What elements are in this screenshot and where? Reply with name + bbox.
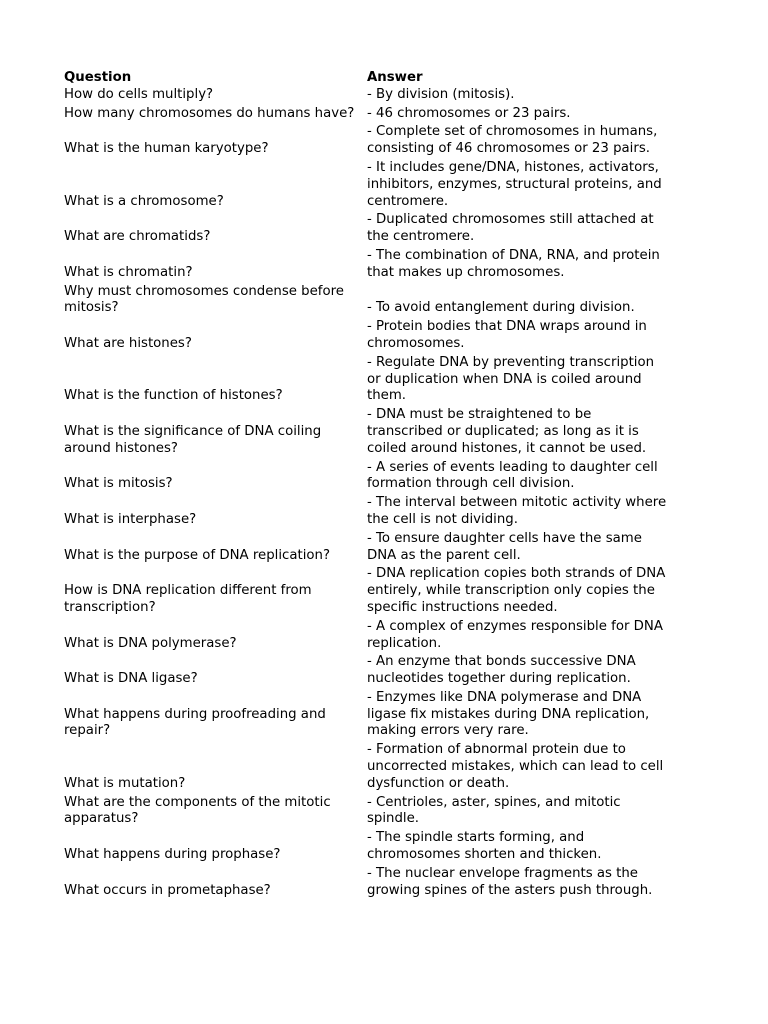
question-cell: What is DNA ligase? xyxy=(64,671,198,687)
answer-cell: - By division (mitosis). xyxy=(367,86,515,102)
question-cell: What is mutation? xyxy=(64,775,186,791)
question-cell: What are chromatids? xyxy=(64,229,211,245)
answer-cell: - A complex of enzymes responsible for DNA replication. xyxy=(367,618,663,651)
table-row xyxy=(64,495,704,529)
question-cell: How is DNA replication different from transcription? xyxy=(64,583,312,615)
table-row xyxy=(64,124,704,158)
answer-cell: - Protein bodies that DNA wraps around in chromosomes. xyxy=(367,319,647,351)
table-row xyxy=(64,87,704,104)
answer-cell: - Enzymes like DNA polymerase and DNA ligase fix mistakes during DNA replication, making errors very rare. xyxy=(367,689,650,739)
answer-cell: - The interval between mitotic activity where the cell is not dividing. xyxy=(367,495,667,527)
table-row xyxy=(64,742,704,792)
answer-cell: - 46 chromosomes or 23 pairs. xyxy=(367,105,571,121)
answer-cell: - Complete set of chromosomes in humans, consisting of 46 chromosomes or 23 pairs. xyxy=(367,124,658,157)
answer-cell: - The combination of DNA, RNA, and protein that makes up chromosomes. xyxy=(367,247,660,280)
question-cell: What happens during prophase? xyxy=(64,847,281,863)
answer-cell: - Regulate DNA by preventing transcription or duplication when DNA is coiled around them. xyxy=(367,354,655,404)
question-cell: What is the significance of DNA coiling around histones? xyxy=(64,423,322,456)
table-row xyxy=(64,795,704,829)
table-row xyxy=(64,830,704,864)
table-row xyxy=(64,566,704,616)
answer-cell: - To ensure daughter cells have the same DNA as the parent cell. xyxy=(367,530,642,563)
table-row xyxy=(64,355,704,405)
question-cell: What is chromatin? xyxy=(64,264,193,280)
answer-cell: - The spindle starts forming, and chromosomes shorten and thicken. xyxy=(367,830,602,863)
table-row xyxy=(64,284,704,318)
table-row xyxy=(64,407,704,457)
answer-cell: - A series of events leading to daughter cell formation through cell division. xyxy=(367,459,658,492)
question-cell: What is a chromosome? xyxy=(64,193,224,209)
question-cell: Why must chromosomes condense before mitosis? xyxy=(64,283,344,316)
question-cell: What is interphase? xyxy=(64,511,197,527)
question-cell: What is the human karyotype? xyxy=(64,141,269,157)
table-row xyxy=(64,690,704,740)
answer-cell: - To avoid entanglement during division. xyxy=(367,300,635,316)
answer-cell: - Centrioles, aster, spines, and mitotic spindle. xyxy=(367,794,621,827)
question-column-header: Question xyxy=(64,70,132,85)
answer-cell: - An enzyme that bonds successive DNA nucleotides together during replication. xyxy=(367,654,636,687)
question-cell: What are the components of the mitotic apparatus? xyxy=(64,794,331,827)
table-header-row xyxy=(64,70,704,87)
question-cell: What is the purpose of DNA replication? xyxy=(64,547,331,563)
question-cell: What is the function of histones? xyxy=(64,388,283,404)
question-cell: What are histones? xyxy=(64,335,192,351)
answer-cell: - DNA replication copies both strands of DNA entirely, while transcription only copies the specific instructions needed. xyxy=(367,566,666,615)
answer-cell: - It includes gene/DNA, histones, activators, inhibitors, enzymes, structural proteins, and centromere. xyxy=(367,159,662,209)
question-cell: What is DNA polymerase? xyxy=(64,635,237,651)
question-cell: What happens during proofreading and repair? xyxy=(64,706,326,739)
qa-table xyxy=(64,70,704,899)
question-cell: How do cells multiply? xyxy=(64,86,214,102)
table-row xyxy=(64,212,704,246)
table-row xyxy=(64,460,704,494)
question-cell: How many chromosomes do humans have? xyxy=(64,105,355,121)
answer-cell: - DNA must be straightened to be transcribed or duplicated; as long as it is coiled around histones, it cannot be used. xyxy=(367,407,647,456)
answer-cell: - Formation of abnormal protein due to uncorrected mistakes, which can lead to cell dysfunction or death. xyxy=(367,742,664,791)
answer-column-header: Answer xyxy=(367,70,423,85)
answer-cell: - Duplicated chromosomes still attached at the centromere. xyxy=(367,212,654,245)
table-row xyxy=(64,248,704,282)
table-row xyxy=(64,531,704,565)
answer-cell: - The nuclear envelope fragments as the growing spines of the asters push through. xyxy=(367,865,653,898)
table-row xyxy=(64,319,704,353)
question-cell: What occurs in prometaphase? xyxy=(64,882,271,898)
question-cell: What is mitosis? xyxy=(64,476,173,492)
table-row xyxy=(64,619,704,653)
table-row xyxy=(64,106,704,123)
table-body xyxy=(64,87,704,900)
table-row xyxy=(64,654,704,688)
table-row xyxy=(64,866,704,900)
table-row xyxy=(64,160,704,210)
